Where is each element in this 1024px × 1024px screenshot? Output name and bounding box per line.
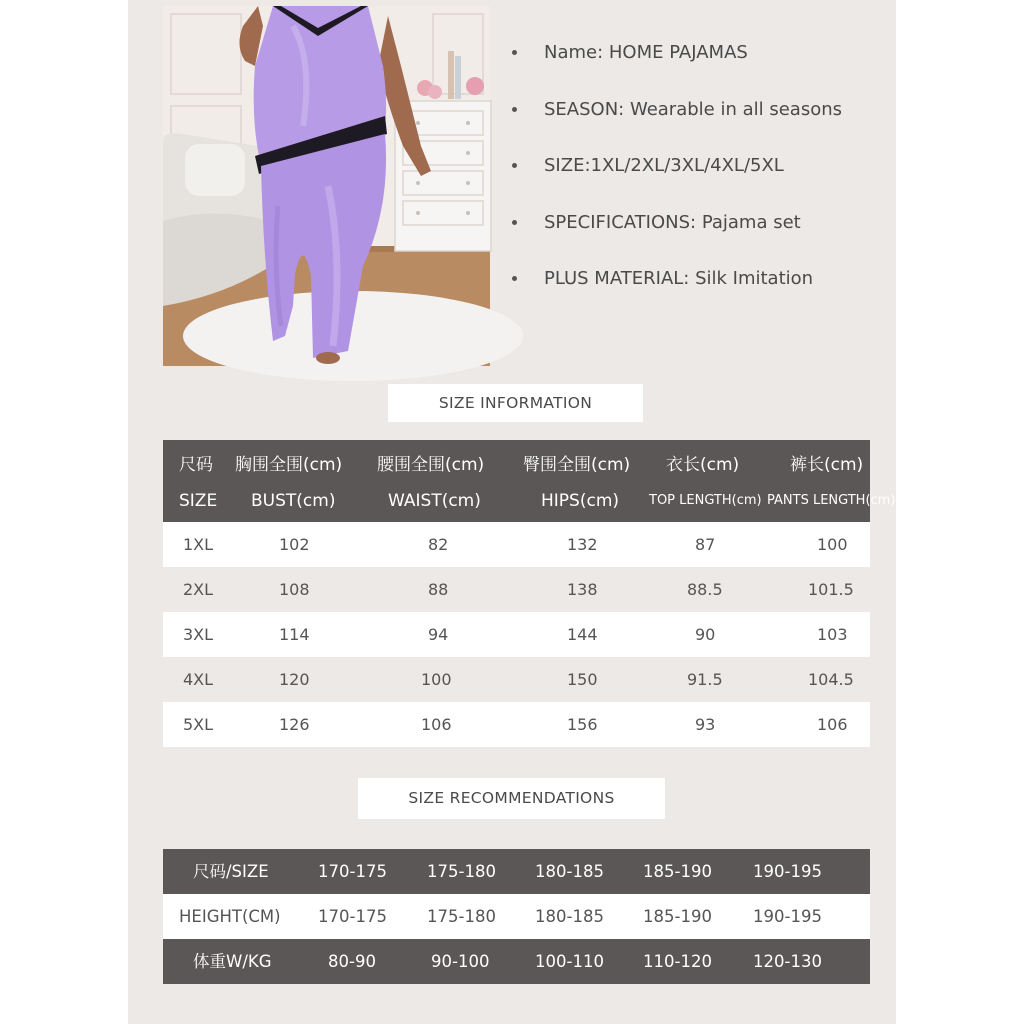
table-row: HEIGHT(CM) 170-175 175-180 180-185 185-190 190-195 <box>163 894 870 939</box>
table-row: 1XL 102 82 132 87 100 <box>163 522 870 567</box>
header-en-size: SIZE <box>179 491 218 511</box>
table-row: 2XL 108 88 138 88.5 101.5 <box>163 567 870 612</box>
bullet-icon <box>512 163 517 168</box>
size-recommendations-table <box>163 849 870 984</box>
table-row: 3XL 114 94 144 90 103 <box>163 612 870 657</box>
header-cn-bust: 胸围全围(cm) <box>235 455 343 475</box>
header-en-hips: HIPS(cm) <box>541 491 620 511</box>
header-cn-waist: 腰围全围(cm) <box>377 455 485 475</box>
size-recommendations-label: SIZE RECOMMENDATIONS <box>358 778 665 819</box>
product-specs-list <box>512 36 892 319</box>
header-cn-hips: 臀围全围(cm) <box>523 455 631 475</box>
table-row: 4XL 120 100 150 91.5 104.5 <box>163 657 870 702</box>
bullet-icon <box>512 50 517 55</box>
table-row: 尺码/SIZE 170-175 175-180 180-185 185-190 190-195 <box>163 849 870 894</box>
header-cn-top: 衣长(cm) <box>666 455 740 475</box>
spec-name: Name: HOME PAJAMAS <box>512 36 892 93</box>
header-cn-size: 尺码 <box>179 455 213 475</box>
spec-size: SIZE:1XL/2XL/3XL/4XL/5XL <box>512 149 892 206</box>
header-cn-pants: 裤长(cm) <box>790 455 864 475</box>
size-information-table <box>163 440 896 747</box>
size-table-header <box>163 440 896 522</box>
size-information-label: SIZE INFORMATION <box>388 384 643 422</box>
header-en-waist: WAIST(cm) <box>388 491 481 511</box>
table-row: 5XL 126 106 156 93 106 <box>163 702 870 747</box>
spec-specifications: SPECIFICATIONS: Pajama set <box>512 206 892 263</box>
header-en-bust: BUST(cm) <box>251 491 336 511</box>
header-en-top: TOP LENGTH(cm) <box>649 493 762 508</box>
spec-material: PLUS MATERIAL: Silk Imitation <box>512 262 892 319</box>
bullet-icon <box>512 276 517 281</box>
bullet-icon <box>512 220 517 225</box>
table-row: 体重W/KG 80-90 90-100 100-110 110-120 120-130 <box>163 939 870 984</box>
spec-season: SEASON: Wearable in all seasons <box>512 93 892 150</box>
product-photo <box>163 6 490 366</box>
header-en-pants: PANTS LENGTH(cm) <box>767 493 896 508</box>
bullet-icon <box>512 107 517 112</box>
